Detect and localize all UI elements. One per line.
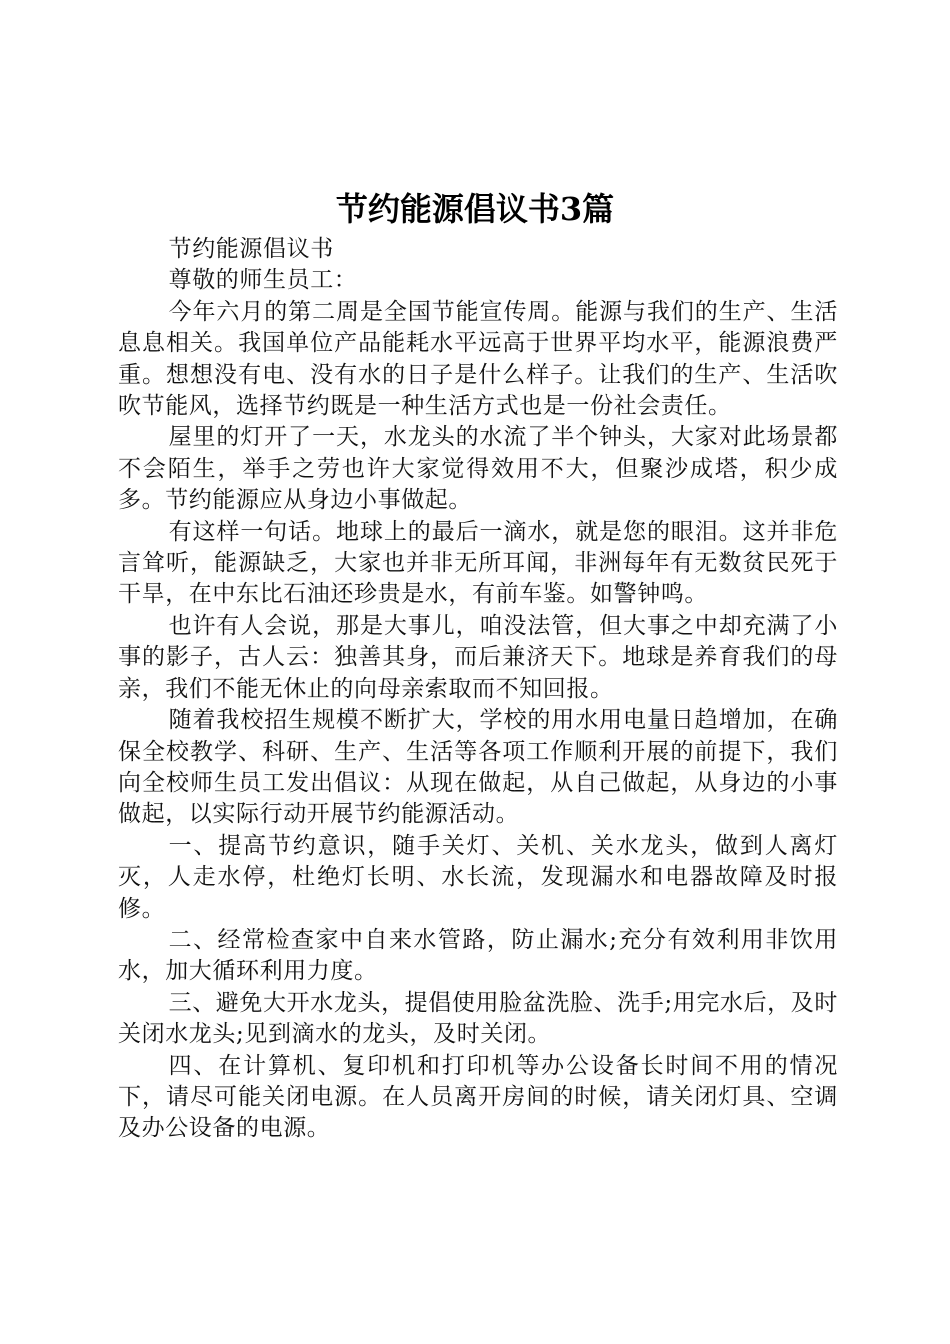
paragraph-salutation: 尊敬的师生员工： (168, 267, 358, 294)
document-body (118, 234, 838, 1145)
document-title: 节约能源倡议书3篇 (335, 190, 615, 228)
paragraph-big-small: 也许有人会说，那是大事儿，咱没法管，但大事之中却充满了小事的影子，古人云：独善其身，而后兼济天下。地球是养育我们的母亲，我们不能无休止的向母亲索取而不知回报。 (118, 612, 838, 702)
paragraph-item-4: 四、在计算机、复印机和打印机等办公设备长时间不用的情况下，请尽可能关闭电源。在人员离开房间的时候，请关闭灯具、空调及办公设备的电源。 (118, 1052, 838, 1142)
paragraph-daily-waste: 屋里的灯开了一天，水龙头的水流了半个钟头，大家对此场景都不会陌生，举手之劳也许大家觉得效用不大，但聚沙成塔，积少成多。节约能源应从身边小事做起。 (118, 424, 838, 514)
paragraph-proposal: 随着我校招生规模不断扩大，学校的用水用电量日趋增加，在确保全校教学、科研、生产、生活等各项工作顺利开展的前提下，我们向全校师生员工发出倡议：从现在做起，从自己做起，从身边的小事做起，以实际行动开展节约能源活动。 (118, 707, 838, 828)
paragraph-heading: 节约能源倡议书 (168, 236, 334, 262)
paragraph-item-2: 二、经常检查家中自来水管路，防止漏水;充分有效利用非饮用水，加大循环利用力度。 (118, 926, 838, 985)
paragraph-item-1: 一、提高节约意识，随手关灯、关机、关水龙头，做到人离灯灭，人走水停，杜绝灯长明、水长流，发现漏水和电器故障及时报修。 (118, 832, 838, 922)
paragraph-last-drop: 有这样一句话。地球上的最后一滴水，就是您的眼泪。这并非危言耸听，能源缺乏，大家也并非无所耳闻，非洲每年有无数贫民死于干旱，在中东比石油还珍贵是水，有前车鉴。如警钟鸣。 (118, 518, 838, 608)
paragraph-intro: 今年六月的第二周是全国节能宣传周。能源与我们的生产、生活息息相关。我国单位产品能耗水平远高于世界平均水平，能源浪费严重。想想没有电、没有水的日子是什么样子。让我们的生产、生活吹吹节能风，选择节约既是一种生活方式也是一份社会责任。 (118, 298, 838, 420)
paragraph-item-3: 三、避免大开水龙头，提倡使用脸盆洗脸、洗手;用完水后，及时关闭水龙头;见到滴水的龙头，及时关闭。 (118, 989, 838, 1048)
